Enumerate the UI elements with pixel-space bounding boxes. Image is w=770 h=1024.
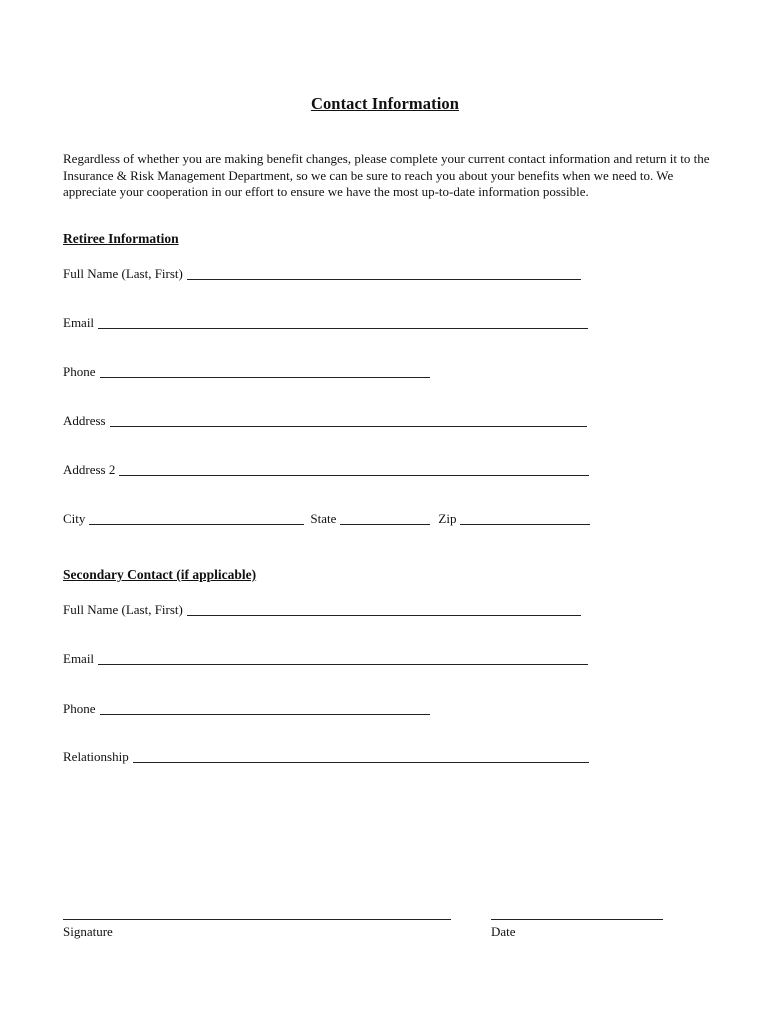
secondary-full-name-label: Full Name (Last, First) xyxy=(63,602,183,617)
secondary-email-line[interactable] xyxy=(98,651,588,665)
retiree-address2-label: Address 2 xyxy=(63,462,116,477)
secondary-relationship-label: Relationship xyxy=(63,749,129,764)
retiree-email-line[interactable] xyxy=(98,315,588,329)
retiree-address-line[interactable] xyxy=(110,413,587,427)
secondary-relationship-field[interactable] xyxy=(63,747,589,765)
retiree-full-name-label: Full Name (Last, First) xyxy=(63,266,183,281)
retiree-city-line[interactable] xyxy=(89,511,304,525)
intro-paragraph: Regardless of whether you are making benefit changes, please complete your current contact information and return it to the Insurance & Risk Management Department, so we can be sure to reach you about your benefits when we need to. We appreciate your cooperation in our effort to ensure we have the most up-to-date information possible. xyxy=(63,151,710,199)
retiree-section-heading: Retiree Information xyxy=(63,231,179,246)
secondary-phone-line[interactable] xyxy=(100,701,430,715)
secondary-email-field[interactable] xyxy=(63,649,588,667)
retiree-address2-line[interactable] xyxy=(119,462,589,476)
retiree-full-name-line[interactable] xyxy=(187,266,581,280)
retiree-zip-line[interactable] xyxy=(460,511,590,525)
secondary-phone-label: Phone xyxy=(63,701,96,716)
secondary-full-name-field[interactable] xyxy=(63,600,581,618)
retiree-full-name-field[interactable] xyxy=(63,264,581,282)
retiree-state-line[interactable] xyxy=(340,511,430,525)
page-title: Contact Information xyxy=(310,94,460,113)
retiree-address2-field[interactable] xyxy=(63,460,589,478)
retiree-address-field[interactable] xyxy=(63,411,587,429)
retiree-phone-line[interactable] xyxy=(100,364,430,378)
retiree-email-label: Email xyxy=(63,315,95,330)
retiree-city-label: City xyxy=(63,511,86,526)
retiree-phone-field[interactable] xyxy=(63,362,430,380)
date-block xyxy=(491,918,663,940)
signature-label: Signature xyxy=(63,924,113,939)
secondary-phone-field[interactable] xyxy=(63,699,430,717)
retiree-address-label: Address xyxy=(63,413,106,428)
retiree-state-label: State xyxy=(310,511,337,526)
signature-line[interactable] xyxy=(63,918,451,920)
date-line[interactable] xyxy=(491,918,663,920)
signature-block xyxy=(63,918,451,940)
secondary-section-heading: Secondary Contact (if applicable) xyxy=(63,567,257,582)
secondary-relationship-line[interactable] xyxy=(133,749,589,763)
retiree-email-field[interactable] xyxy=(63,313,588,331)
secondary-full-name-line[interactable] xyxy=(187,602,581,616)
retiree-phone-label: Phone xyxy=(63,364,96,379)
date-label: Date xyxy=(491,924,516,939)
retiree-city-state-zip-row xyxy=(63,509,590,527)
secondary-email-label: Email xyxy=(63,651,95,666)
retiree-zip-label: Zip xyxy=(438,511,457,526)
